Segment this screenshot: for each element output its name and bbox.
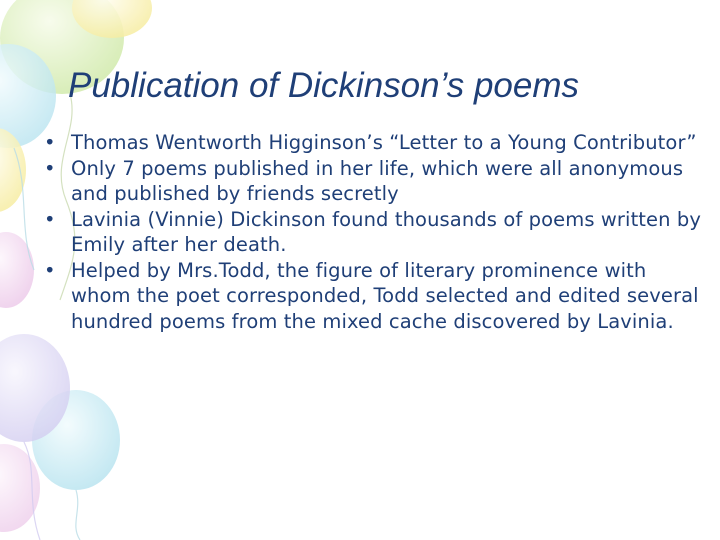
balloon-string-3	[76, 490, 80, 540]
bullet-item-1	[44, 130, 704, 156]
bullet-marker: •	[44, 207, 56, 231]
bullet-marker: •	[44, 156, 56, 180]
bullet-text: Thomas Wentworth Higginson’s “Letter to a Young Contributor”	[71, 131, 697, 154]
bullet-list	[44, 130, 704, 334]
bullet-item-4	[44, 258, 704, 335]
bullet-item-2	[44, 156, 704, 207]
slide-title: Publication of Dickinson’s poems	[68, 66, 580, 105]
bullet-marker: •	[44, 258, 56, 282]
bullet-text: Helped by Mrs.Todd, the figure of literary prominence with whom the poet corresponded, Todd selected and edited several hundred poems from the mixed cache discovered by Lavinia.	[71, 258, 699, 333]
bullet-text: Lavinia (Vinnie) Dickinson found thousands of poems written by Emily after her death.	[71, 207, 702, 256]
bullet-text: Only 7 poems published in her life, which were all anonymous and published by friends secretly	[71, 156, 684, 205]
bullet-marker: •	[44, 131, 56, 154]
bullet-item-3	[44, 207, 704, 258]
balloon-pink-left	[0, 232, 34, 308]
